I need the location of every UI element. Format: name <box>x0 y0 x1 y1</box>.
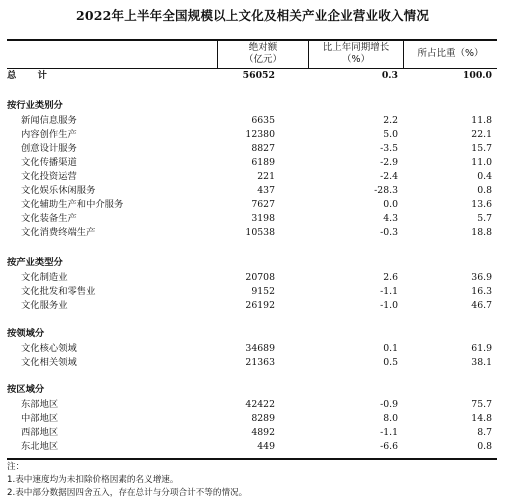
header-share-line1: 所占比重（%） <box>417 48 484 59</box>
table-row <box>7 226 497 240</box>
header-growth <box>309 42 403 66</box>
group-heading-label: 按行业类别分 <box>7 100 63 111</box>
row-share: 0.4 <box>477 171 492 182</box>
row-share: 11.8 <box>471 115 492 126</box>
note-heading: 注： <box>7 462 25 472</box>
row-share: 5.7 <box>477 213 492 224</box>
row-value: 20708 <box>245 272 275 283</box>
row-growth: 2.6 <box>383 272 398 283</box>
note-1: 1.表中速度均为未扣除价格因素的名义增速。 <box>7 475 179 485</box>
table-row <box>7 342 497 356</box>
row-growth: -2.9 <box>380 157 398 168</box>
group-heading-label: 按产业类型分 <box>7 257 63 268</box>
row-growth: -6.6 <box>380 441 398 452</box>
row-label: 文化核心领域 <box>21 343 77 354</box>
row-growth: -3.5 <box>380 143 398 154</box>
row-label: 文化辅助生产和中介服务 <box>21 199 124 210</box>
row-value: 9152 <box>251 286 275 297</box>
row-share: 8.7 <box>477 427 492 438</box>
row-share: 38.1 <box>471 357 492 368</box>
table-title: 2022年上半年全国规模以上文化及相关产业企业营业收入情况 <box>75 8 430 23</box>
header-value <box>218 42 308 66</box>
row-growth: 4.3 <box>383 213 398 224</box>
table-row <box>7 440 497 454</box>
group-heading-label: 按领域分 <box>7 328 45 339</box>
table-row <box>7 285 497 299</box>
row-growth: -2.4 <box>380 171 398 182</box>
row-label: 文化娱乐休闲服务 <box>21 185 96 196</box>
row-value: 8289 <box>251 413 275 424</box>
row-value: 42422 <box>245 399 275 410</box>
row-growth: -0.9 <box>380 399 398 410</box>
row-label: 西部地区 <box>21 427 59 438</box>
row-share: 0.8 <box>477 441 492 452</box>
row-value: 3198 <box>251 213 275 224</box>
row-growth: 0.1 <box>383 343 398 354</box>
row-value: 8827 <box>251 143 275 154</box>
row-value: 26192 <box>245 300 275 311</box>
total-label: 总 计 <box>7 70 53 81</box>
bottom-rule <box>7 458 497 460</box>
row-label: 文化服务业 <box>21 300 68 311</box>
table-row <box>7 412 497 426</box>
row-value: 449 <box>257 441 275 452</box>
group-heading <box>7 327 497 341</box>
table-row <box>7 356 497 370</box>
note-2: 2.表中部分数据因四舍五入，存在总计与分项合计不等的情况。 <box>7 488 248 498</box>
table-row <box>7 198 497 212</box>
row-value: 7627 <box>251 199 275 210</box>
notes <box>7 461 497 500</box>
row-label: 文化装备生产 <box>21 213 77 224</box>
row-share: 15.7 <box>471 143 492 154</box>
header-growth-line2: （%） <box>341 54 371 65</box>
row-growth: -1.0 <box>380 300 398 311</box>
row-label: 新闻信息服务 <box>21 115 77 126</box>
table-row <box>7 426 497 440</box>
group-heading <box>7 256 497 270</box>
header-share <box>404 48 497 60</box>
table-row <box>7 271 497 285</box>
row-share: 36.9 <box>471 272 492 283</box>
table-row <box>7 156 497 170</box>
row-growth: 5.0 <box>383 129 398 140</box>
header-value-line1: 绝对额 <box>248 42 278 53</box>
row-growth: 0.0 <box>383 199 398 210</box>
row-share: 22.1 <box>471 129 492 140</box>
row-share: 13.6 <box>471 199 492 210</box>
row-label: 东北地区 <box>21 441 59 452</box>
row-value: 6189 <box>251 157 275 168</box>
row-label: 文化消费终端生产 <box>21 227 96 238</box>
row-share: 61.9 <box>471 343 492 354</box>
row-value: 437 <box>257 185 275 196</box>
row-growth: 8.0 <box>383 413 398 424</box>
table-row <box>7 212 497 226</box>
total-share: 100.0 <box>462 70 492 81</box>
row-label: 文化制造业 <box>21 272 68 283</box>
top-rule <box>7 39 497 41</box>
row-share: 14.8 <box>471 413 492 424</box>
row-share: 16.3 <box>471 286 492 297</box>
group-heading <box>7 99 497 113</box>
row-value: 221 <box>257 171 275 182</box>
row-growth: -1.1 <box>380 286 398 297</box>
row-value: 10538 <box>245 227 275 238</box>
row-label: 中部地区 <box>21 413 59 424</box>
row-label: 文化传播渠道 <box>21 157 77 168</box>
header-growth-line1: 比上年同期增长 <box>322 42 390 53</box>
total-row <box>7 69 497 83</box>
row-value: 4892 <box>251 427 275 438</box>
group-heading <box>7 383 497 397</box>
row-share: 46.7 <box>471 300 492 311</box>
group-heading-label: 按区域分 <box>7 384 45 395</box>
table-row <box>7 114 497 128</box>
row-share: 0.8 <box>477 185 492 196</box>
row-value: 12380 <box>245 129 275 140</box>
table-row <box>7 184 497 198</box>
row-label: 文化投资运营 <box>21 171 77 182</box>
row-growth: 2.2 <box>383 115 398 126</box>
total-growth: 0.3 <box>381 70 398 81</box>
table-row <box>7 142 497 156</box>
header-value-line2: （亿元） <box>243 54 282 65</box>
table-row <box>7 299 497 313</box>
row-value: 6635 <box>251 115 275 126</box>
total-value: 56052 <box>242 70 275 81</box>
row-growth: -1.1 <box>380 427 398 438</box>
row-value: 21363 <box>245 357 275 368</box>
row-growth: -28.3 <box>374 185 398 196</box>
row-value: 34689 <box>245 343 275 354</box>
row-label: 东部地区 <box>21 399 59 410</box>
row-growth: 0.5 <box>383 357 398 368</box>
row-label: 内容创作生产 <box>21 129 77 140</box>
row-label: 创意设计服务 <box>21 143 77 154</box>
table-row <box>7 128 497 142</box>
row-growth: -0.3 <box>380 227 398 238</box>
row-label: 文化批发和零售业 <box>21 286 96 297</box>
row-share: 18.8 <box>471 227 492 238</box>
table-row <box>7 398 497 412</box>
row-share: 11.0 <box>471 157 492 168</box>
row-label: 文化相关领域 <box>21 357 77 368</box>
row-share: 75.7 <box>471 399 492 410</box>
table-row <box>7 170 497 184</box>
